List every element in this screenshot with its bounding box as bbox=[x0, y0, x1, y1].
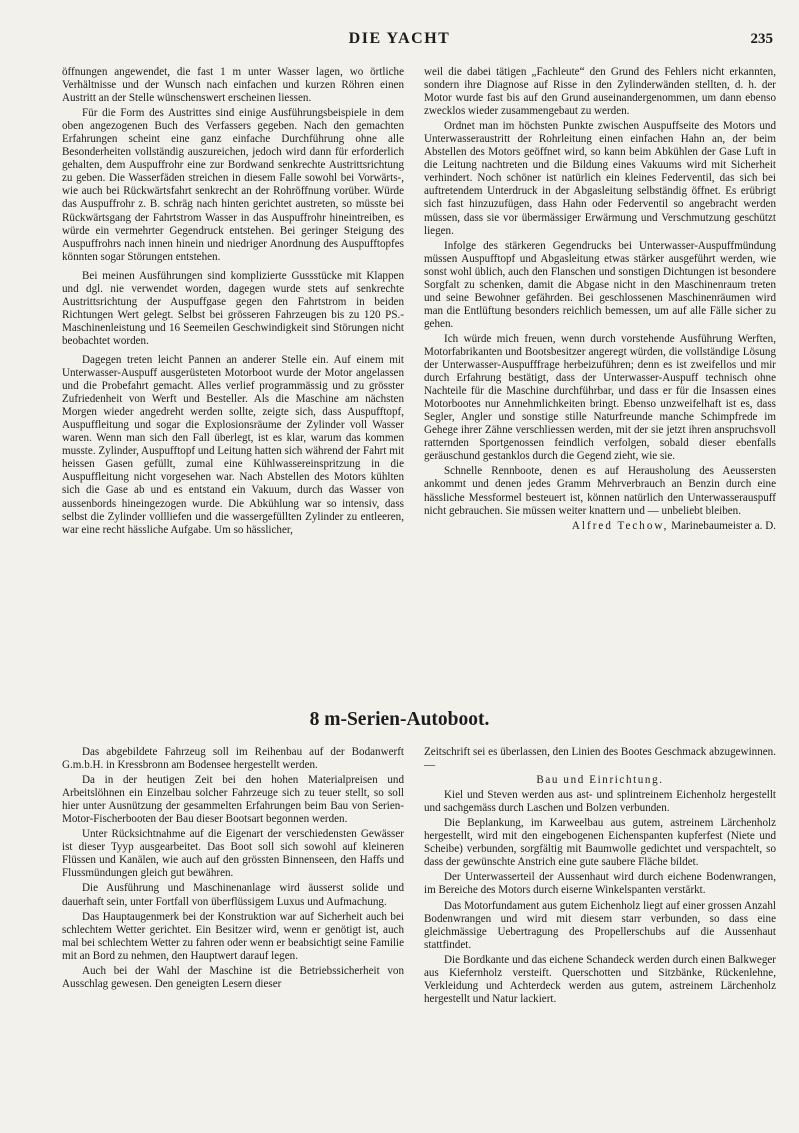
page-number: 235 bbox=[750, 31, 773, 47]
paragraph: Der Unterwasserteil der Aussenhaut wird durch eichene Bodenwrangen, im Bereiche des Motors durch eiserne Winkelspanten verstärkt. bbox=[424, 871, 776, 897]
article-title: 8 m-Serien-Autoboot. bbox=[309, 709, 490, 730]
running-title: DIE YACHT bbox=[348, 30, 451, 47]
paragraph: Für die Form des Austrittes sind einige Ausführungsbeispiele in dem oben angezogenen Buch des Verfassers gegeben. Nach den gemachten Erfahrungen scheint eine ganz einfache Durchführung ohne alle Besonderheiten vollständig auszureichen, jedoch wird dann für erforderlich gehalten, dem Auspuffrohr eine zur Bordwand senkrechte Austrittsrichtung zu geben. Die Wasserfäden streichen in diesem Falle sowohl bei Vorwärts-, wie auch bei Rückwärtsfahrt senkrecht an der Rohröffnung vorüber. Würde das Auspuffrohr z. B. schräg nach hinten gerichtet austreten, so müsste bei Rückwärtsgang der Fahrtstrom Wasser in das Auspuffrohr hineintreiben, es würde ein vermehrter Gegendruck entstehen. Bei geringer Steigung des Auspuffrohrs nach innen hinein und niedriger Anordnung des Auspufftopfes könnten sogar Störungen entstehen. bbox=[62, 107, 404, 263]
author-name: Alfred Techow, bbox=[571, 519, 669, 532]
paragraph: Schnelle Rennboote, denen es auf Herausholung des Aeussersten ankommt und denen jedes Gramm Mehrverbrauch an Benzin durch eine hässliche Messformel besteuert ist, können natürlich den Unterwasserauspuff nicht gebrauchen. Sie müssen weiter knattern und — unbeliebt bleiben. bbox=[424, 465, 776, 517]
paragraph: Kiel und Steven werden aus ast- und splintreinem Eichenholz hergestellt und sachgemäss durch Laschen und Bolzen verbunden. bbox=[424, 789, 776, 815]
article1-left-column bbox=[62, 66, 404, 537]
paragraph: Infolge des stärkeren Gegendrucks bei Unterwasser-Auspuffmündung müssen Auspufftopf und Abgasleitung etwas stärker ausgeführt werden, wie sonst wohl üblich, auch den Flanschen und sonstigen Dichtungen ist besondere Sorgfalt zu schenken, damit die Abgase nicht in den Maschinenraum treten und seine Bewohner gefährden. Bei geschlossenen Maschinenräumen wird man die Entlüftung besonders reichlich bemessen, um auf alle Fälle sicher zu gehen. bbox=[424, 239, 776, 330]
article2-right-column bbox=[424, 746, 776, 1006]
paragraph: Die Bordkante und das eichene Schandeck werden durch einen Balkweger aus Kiefernholz versteift. Querschotten und Sitzbänke, Rückenlehne, Verkleidung und Achterdeck werden aus gutem, astreinem Lärchenholz hergestellt und Natur lackiert. bbox=[424, 953, 776, 1005]
article1-right-column bbox=[424, 66, 776, 533]
paragraph: Das Motorfundament aus gutem Eichenholz liegt auf einer grossen Anzahl Bodenwrangen und wird mit diesem starr verbunden, so dass eine gleichmässige Uebertragung des Propellerschubs auf die Aussenhaut stattfindet. bbox=[424, 899, 776, 951]
paragraph: weil die dabei tätigen „Fachleute“ den Grund des Fehlers nicht erkannten, sondern ihre Diagnose auf Risse in den Zylinderwänden stellten, d. h. der Motor wurde fast bis auf den Grund auseinandergenommen, um dann ebenso zwecklos wieder zusammengebaut zu werden. bbox=[424, 66, 776, 118]
paragraph: Ich würde mich freuen, wenn durch vorstehende Ausführung Werften, Motorfabrikanten und Bootsbesitzer angeregt würden, die vollständige Lösung der Unterwasser-Auspufffrage herbeizuführen; denn es ist zweifellos und mir durch Erfahrung bestätigt, dass der Unterwasser-Auspuff technisch ohne Nachteile für die Maschine durchführbar, und dass er für die Insassen eines Motorbootes nur Annehmlichkeiten bringt. Ebenso unzweifelhaft ist es, dass Segler, Angler und sonstige stille Naturfreunde manche Schimpfrede im Gehege ihrer Zähne verschliessen werden, mit der sie jetzt ihren anspruchsvoll ratternden Sportgenossen feindlich verfolgen, sobald dieser ebenfalls geräuschund gestanklos durch die Gegend zieht, wie sie. bbox=[424, 332, 776, 463]
paragraph: öffnungen angewendet, die fast 1 m unter Wasser lagen, wo örtliche Verhältnisse und der Wunsch nach einfachen und kurzen Röhren einen Austritt an der Stelle wünschenswert erscheinen liessen. bbox=[62, 66, 404, 105]
paragraph: Das Hauptaugenmerk bei der Konstruktion war auf Sicherheit auch bei schlechtem Wetter gerichtet. Ein Besitzer wird, wenn er genötigt ist, auch mal bei schlechtem Wetter zu fahren oder wenn er beabsichtigt seine Familie mit an Bord zu nehmen, den Hauptwert darauf legen. bbox=[62, 910, 404, 962]
paragraph: Unter Rücksichtnahme auf die Eigenart der verschiedensten Gewässer ist dieser Tyyp ausgearbeitet. Das Boot soll sich sowohl auf kleineren Flüssen und Kanälen, wie auch auf den grössten Binnenseen, den Haffs und Flussmündungen gleich gut bewähren. bbox=[62, 828, 404, 880]
paragraph: Das abgebildete Fahrzeug soll im Reihenbau auf der Bodanwerft G.m.b.H. in Kressbronn am Bodensee hergestellt werden. bbox=[62, 746, 404, 772]
section-subheading: Bau und Einrichtung. bbox=[536, 774, 664, 787]
paragraph: Ordnet man im höchsten Punkte zwischen Auspuffseite des Motors und Unterwasseraustritt der Rohrleitung einen einfachen Hahn an, der beim Abstellen des Motors geöffnet wird, so kann beim Abkühlen der Gase Luft in die Leitung nachtreten und die Bildung eines Vakuums wird mit Sicherheit verhindert. Noch schöner ist natürlich ein kleines Federventil, das sich bei auftretendem Unterdruck in der Abgasleitung selbständig öffnet. Es erübrigt sich fast hinzuzufügen, dass Hahn oder Federventil so angebracht werden müssen, dass sie vor übermässiger Erwärmung und Verschmutzung geschützt liegen. bbox=[424, 120, 776, 237]
paragraph: Dagegen treten leicht Pannen an anderer Stelle ein. Auf einem mit Unterwasser-Auspuff ausgerüsteten Motorboot wurde der Motor angelassen und die Probefahrt gemacht. Alles verlief programmässig und zu grösster Zufriedenheit von Werft und Besteller. Als die Maschine am nächsten Morgen wieder angedreht werden sollte, zeigte sich, dass Auspufftopf, Auspuffleitung und sogar die Explosionsräume der Zylinder voll Wasser waren. Wenn man sich den Fall überlegt, ist es klar, warum das kommen musste. Zylinder, Auspufftopf und Leitung hatten sich während der Fahrt mit heissen Gasen gefüllt, zumal eine Kühlwassereinspritzung in die Auspuffleitung nicht vorgesehen war. Nach Abstellen des Motors kühlten sich die Gase ab und es entstand ein Vakuum, durch das Wasser von aussenbords hineingezogen wurde. Die Abkühlung war so intensiv, dass selbst die Zylinder vollliefen und die wassergefüllten Zylinder zu entleeren, war eine recht hässliche Aufgabe. Um so hässlicher, bbox=[62, 353, 404, 536]
paragraph: Bei meinen Ausführungen sind komplizierte Gussstücke mit Klappen und dgl. nie verwendet worden, dagegen wurde stets auf senkrechte Austrittsrichtung der Auspuffgase gegen den Fahrtstrom in beiden Richtungen Wert gelegt. Selbst bei grösseren Fahrzeugen bis zu 120 PS.-Maschinenleistung und 16 Seemeilen Geschwindigkeit sind Störungen nicht beobachtet worden. bbox=[62, 269, 404, 347]
page-header bbox=[0, 30, 799, 52]
article2-left-column bbox=[62, 746, 404, 991]
paragraph: Zeitschrift sei es überlassen, den Linien des Bootes Geschmack abzugewinnen. — bbox=[424, 746, 776, 772]
paragraph: Da in der heutigen Zeit bei den hohen Materialpreisen und Arbeitslöhnen ein Einzelbau solcher Fahrzeuge sich zu teuer stellt, so soll hier unter Ausnützung der gesammelten Erfahrungen beim Bau von Serien-Motor-Fischerbooten der Bau dieser Bootsart begonnen werden. bbox=[62, 774, 404, 826]
paragraph: Auch bei der Wahl der Maschine ist die Betriebssicherheit von Ausschlag gewesen. Den geneigten Lesern dieser bbox=[62, 964, 404, 990]
paragraph: Die Ausführung und Maschinenanlage wird äusserst solide und dauerhaft sein, unter Fortfall von überflüssigem Luxus und Aufmachung. bbox=[62, 882, 404, 908]
author-title: Marinebaumeister a. D. bbox=[671, 519, 776, 532]
paragraph: Die Beplankung, im Karweelbau aus gutem, astreinem Lärchenholz hergestellt, wird mit den eingebogenen Eichenspanten kupferfest (Niete und Scheibe) verbunden, sorgfältig mit Baumwolle gedichtet und verspachtelt, so dass der gewünschte Anstrich eine gute saubere Fläche bildet. bbox=[424, 817, 776, 869]
author-signature bbox=[424, 520, 776, 533]
